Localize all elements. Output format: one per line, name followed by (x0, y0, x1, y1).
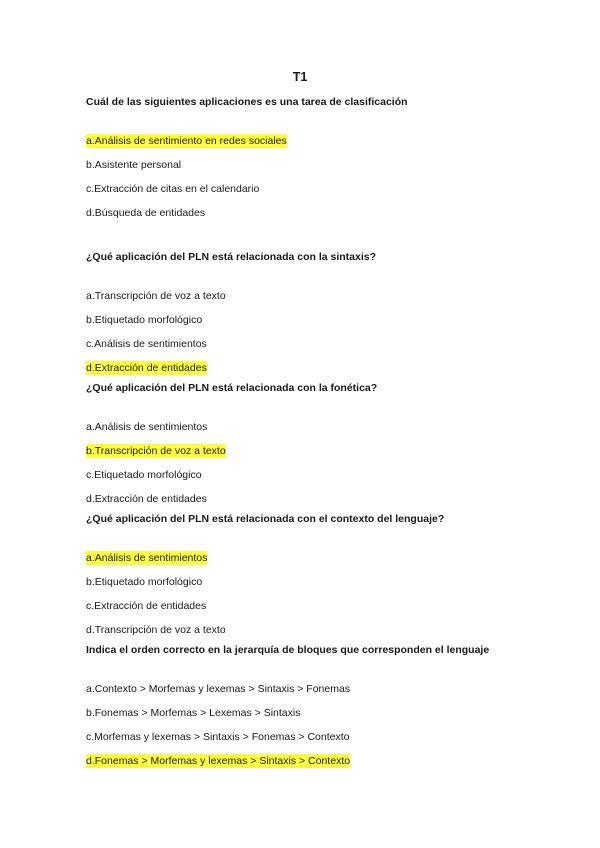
question-3-option-a (86, 421, 207, 434)
question-1-option-d (86, 207, 205, 220)
question-2-option-c (86, 338, 207, 351)
question-1-option-a (86, 135, 287, 148)
question-2-option-a (86, 290, 226, 303)
document-title: T1 (292, 70, 308, 84)
option-text: a.Transcripción de voz a texto (86, 290, 226, 302)
question-4-option-b (86, 576, 202, 589)
question-3: ¿Qué aplicación del PLN está relacionada con la fonética? (86, 382, 378, 394)
option-text: d.Fonemas > Morfemas y lexemas > Sintaxis > Contexto (86, 755, 351, 767)
question-5-option-b (86, 707, 300, 720)
question-3-option-d (86, 493, 207, 506)
question-1-option-c (86, 183, 259, 196)
option-text: d.Extracción de entidades (86, 362, 207, 374)
option-text: a.Análisis de sentimientos (86, 421, 208, 433)
question-4: ¿Qué aplicación del PLN está relacionada con el contexto del lenguaje? (86, 513, 445, 525)
option-text: c.Morfemas y lexemas > Sintaxis > Fonemas > Contexto (86, 731, 350, 743)
option-text: c.Extracción de citas en el calendario (86, 183, 260, 195)
question-5-option-a (86, 683, 350, 696)
option-text: d.Extracción de entidades (86, 493, 207, 505)
question-4-option-a (86, 552, 207, 565)
question-1: Cuál de las siguientes aplicaciones es una tarea de clasificación (86, 96, 408, 108)
question-4-option-d (86, 624, 226, 637)
question-2-option-b (86, 314, 202, 327)
option-text: c.Extracción de entidades (86, 600, 207, 612)
option-text: a.Análisis de sentimientos (86, 552, 208, 564)
question-5: Indica el orden correcto en la jerarquía de bloques que corresponden el lenguaje (86, 644, 490, 656)
option-text: b.Asistente personal (86, 159, 182, 171)
option-text: d.Transcripción de voz a texto (86, 624, 226, 636)
option-text: a.Contexto > Morfemas y lexemas > Sintaxis > Fonemas (86, 683, 351, 695)
option-text: b.Fonemas > Morfemas > Lexemas > Sintaxis (86, 707, 301, 719)
question-3-option-c (86, 469, 202, 482)
question-2-option-d (86, 362, 207, 375)
option-text: b.Transcripción de voz a texto (86, 445, 226, 457)
option-text: a.Análisis de sentimiento en redes sociales (86, 135, 287, 147)
question-4-option-c (86, 600, 206, 613)
question-5-option-d (86, 755, 350, 768)
question-3-option-b (86, 445, 226, 458)
option-text: b.Etiquetado morfológico (86, 576, 203, 588)
question-5-option-c (86, 731, 349, 744)
option-text: d.Búsqueda de entidades (86, 207, 206, 219)
option-text: c.Etiquetado morfológico (86, 469, 202, 481)
question-1-option-b (86, 159, 181, 172)
option-text: c.Análisis de sentimientos (86, 338, 207, 350)
question-2: ¿Qué aplicación del PLN está relacionada con la sintaxis? (86, 251, 377, 263)
option-text: b.Etiquetado morfológico (86, 314, 203, 326)
